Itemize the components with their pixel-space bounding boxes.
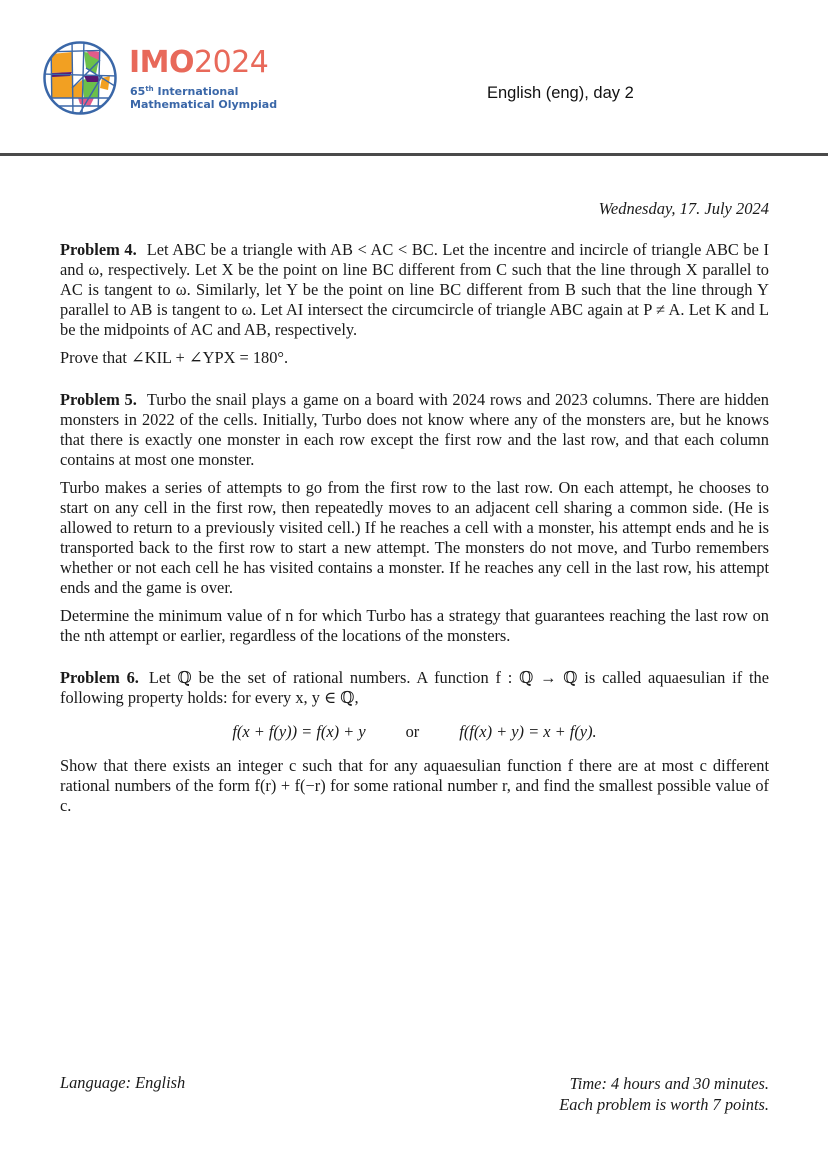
logo-title-imo: IMO xyxy=(129,45,195,80)
footer-exam-info xyxy=(559,1073,769,1115)
equation-connector: or xyxy=(405,722,420,741)
problem-6-text: Let ℚ be the set of rational numbers. A function f : ℚ → ℚ is called aquaesulian if the following property holds: for every x, y ∈ ℚ, xyxy=(60,668,769,707)
problem-5-question: Determine the minimum value of n for which Turbo has a strategy that guarantees reaching the last row on the nth attempt or earlier, regardless of the locations of the monsters. xyxy=(60,606,769,645)
exam-date: Wednesday, 17. July 2024 xyxy=(598,199,769,218)
problem-5-rules: Turbo makes a series of attempts to go from the first row to the last row. On each attempt, he chooses to start on any cell in the first row, then repeatedly moves to an adjacent cell sharing a common side. (He is allowed to return to a previously visited cell.) If he reaches a cell with a monster, his attempt ends and he is transported back to the first row to start a new attempt. The monsters do not move, and Turbo remembers whether or not each cell he has visited contains a monster. If he reaches any cell in the last row, his attempt ends and the game is over. xyxy=(60,478,769,597)
imo-circle-emblem-icon xyxy=(42,40,118,116)
problem-4-goal: Prove that ∠KIL + ∠YPX = 180°. xyxy=(60,348,289,367)
problem-5 xyxy=(60,390,769,646)
problem-6-statement xyxy=(60,668,769,708)
logo-line2: Mathematical Olympiad xyxy=(130,98,278,111)
logo-subtitle xyxy=(130,83,277,111)
problem-6-title: Problem 6. xyxy=(60,668,139,687)
problem-4-title: Problem 4. xyxy=(60,240,137,259)
page-header xyxy=(0,0,828,156)
logo-ordinal-suffix: th xyxy=(145,85,154,93)
footer-time: Time: 4 hours and 30 minutes. xyxy=(569,1074,769,1093)
logo-title-year: 2024 xyxy=(194,45,269,80)
imo-2024-logo xyxy=(42,40,278,116)
problem-5-title: Problem 5. xyxy=(60,390,137,409)
equation-right: f(f(x) + y) = x + f(y). xyxy=(459,722,597,741)
problems-body xyxy=(60,240,769,838)
logo-ordinal-num: 65 xyxy=(130,85,146,98)
problem-5-statement xyxy=(60,390,769,470)
problem-4-text: Let ABC be a triangle with AB < AC < BC. Let the incentre and incircle of triangle ABC be I and ω, respectively. Let X be the point on line BC different from C such that the line through X parallel to AC is tangent to ω. Similarly, let Y be the point on line BC different from B such that the line through Y parallel to AB is tangent to ω. Let AI intersect the circumcircle of triangle ABC again at P ≠ A. Let K and L be the midpoints of AC and AB, respectively. xyxy=(60,240,769,339)
equation-left: f(x + f(y)) = f(x) + y xyxy=(232,722,366,741)
problem-5-text: Turbo the snail plays a game on a board with 2024 rows and 2023 columns. There are hidden monsters in 2022 of the cells. Initially, Turbo does not know where any of the monsters are, but he knows that there is exactly one monster in each row except the first row and the last row, and that each column contains at most one monster. xyxy=(60,390,769,469)
header-divider xyxy=(0,153,828,156)
footer-points: Each problem is worth 7 points. xyxy=(559,1095,769,1114)
footer-language: Language: English xyxy=(60,1073,186,1092)
logo-line1-rest: International xyxy=(153,85,239,98)
problem-6-question: Show that there exists an integer c such that for any aquaesulian function f there are at most c different rational numbers of the form f(r) + f(−r) for some rational number r, and find the smallest possible value of c. xyxy=(60,756,769,815)
problem-4-statement xyxy=(60,240,769,340)
problem-6-equation xyxy=(60,722,769,742)
logo-title xyxy=(129,45,269,80)
problem-4 xyxy=(60,240,769,368)
problem-6 xyxy=(60,668,769,816)
language-day-label: English (eng), day 2 xyxy=(487,84,634,102)
